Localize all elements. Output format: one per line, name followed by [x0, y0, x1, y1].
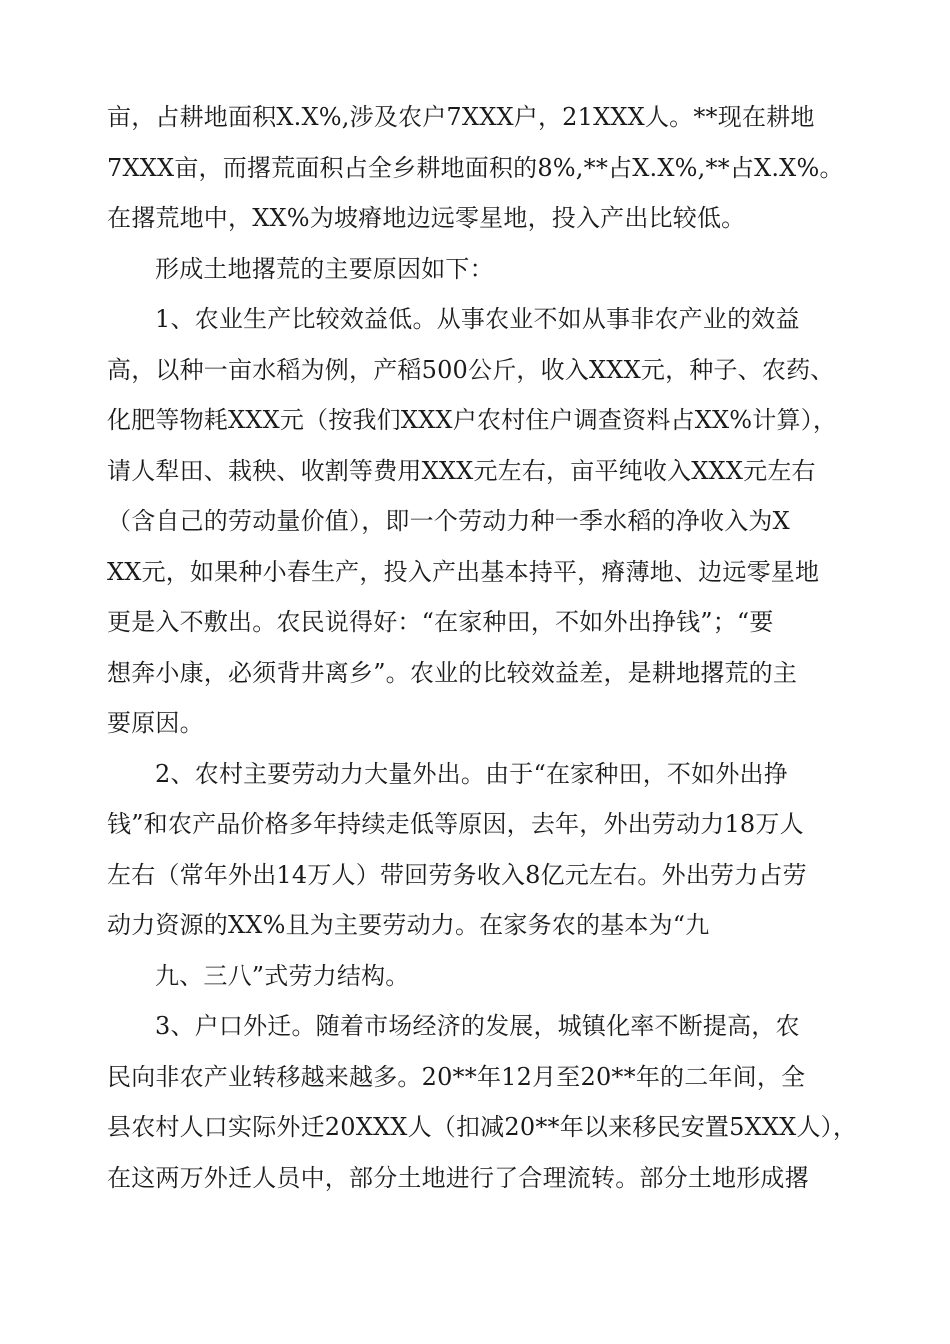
text-line: 想奔小康，必须背井离乡”。农业的比较效益差，是耕地撂荒的主: [107, 659, 798, 687]
text-line: 九、三八”式劳力结构。: [155, 962, 410, 990]
text-line: 要原因。: [107, 709, 204, 737]
text-line: XX元，如果种小春生产，投入产出基本持平，瘠薄地、边远零星地: [107, 558, 820, 586]
text-line: 钱”和农产品价格多年持续走低等原因，去年，外出劳动力18万人: [107, 810, 804, 838]
text-line: 动力资源的XX%且为主要劳动力。在家务农的基本为“九: [107, 911, 710, 939]
text-line: 在这两万外迁人员中，部分土地进行了合理流转。部分土地形成撂: [107, 1164, 809, 1192]
text-line: 县农村人口实际外迁20XXX人（扣减20**年以来移民安置5XXX人），: [107, 1113, 858, 1141]
text-line: 请人犁田、栽秧、收割等费用XXX元左右，亩平纯收入XXX元左右: [107, 457, 816, 485]
text-line: 7XXX亩，而撂荒面积占全乡耕地面积的8%,**占X.X%,**占X.X%。: [107, 154, 844, 182]
text-line: 高，以种一亩水稻为例，产稻500公斤，收入XXX元，种子、农药、: [107, 356, 835, 384]
paragraph-heading: 形成土地撂荒的主要原因如下：: [155, 255, 494, 283]
text-line: 1、农业生产比较效益低。从事农业不如从事非农产业的效益: [155, 305, 800, 333]
text-line: 亩，占耕地面积X.X%,涉及农户7XXX户，21XXX人。**现在耕地: [107, 103, 815, 131]
text-line: 3、户口外迁。随着市场经济的发展，城镇化率不断提高，农: [155, 1012, 800, 1040]
text-line: 2、农村主要劳动力大量外出。由于“在家种田，不如外出挣: [155, 760, 788, 788]
text-line: 左右（常年外出14万人）带回劳务收入8亿元左右。外出劳力占劳: [107, 861, 807, 889]
text-line: （含自己的劳动量价值），即一个劳动力种一季水稻的净收入为X: [107, 507, 790, 535]
text-line: 民向非农产业转移越来越多。20**年12月至20**年的二年间，全: [107, 1063, 806, 1091]
text-line: 更是入不敷出。农民说得好：“在家种田，不如外出挣钱”；“要: [107, 608, 774, 636]
text-line: 在撂荒地中，XX%为坡瘠地边远零星地，投入产出比较低。: [107, 204, 746, 232]
text-line: 化肥等物耗XXX元（按我们XXX户农村住户调查资料占XX%计算），: [107, 406, 838, 434]
